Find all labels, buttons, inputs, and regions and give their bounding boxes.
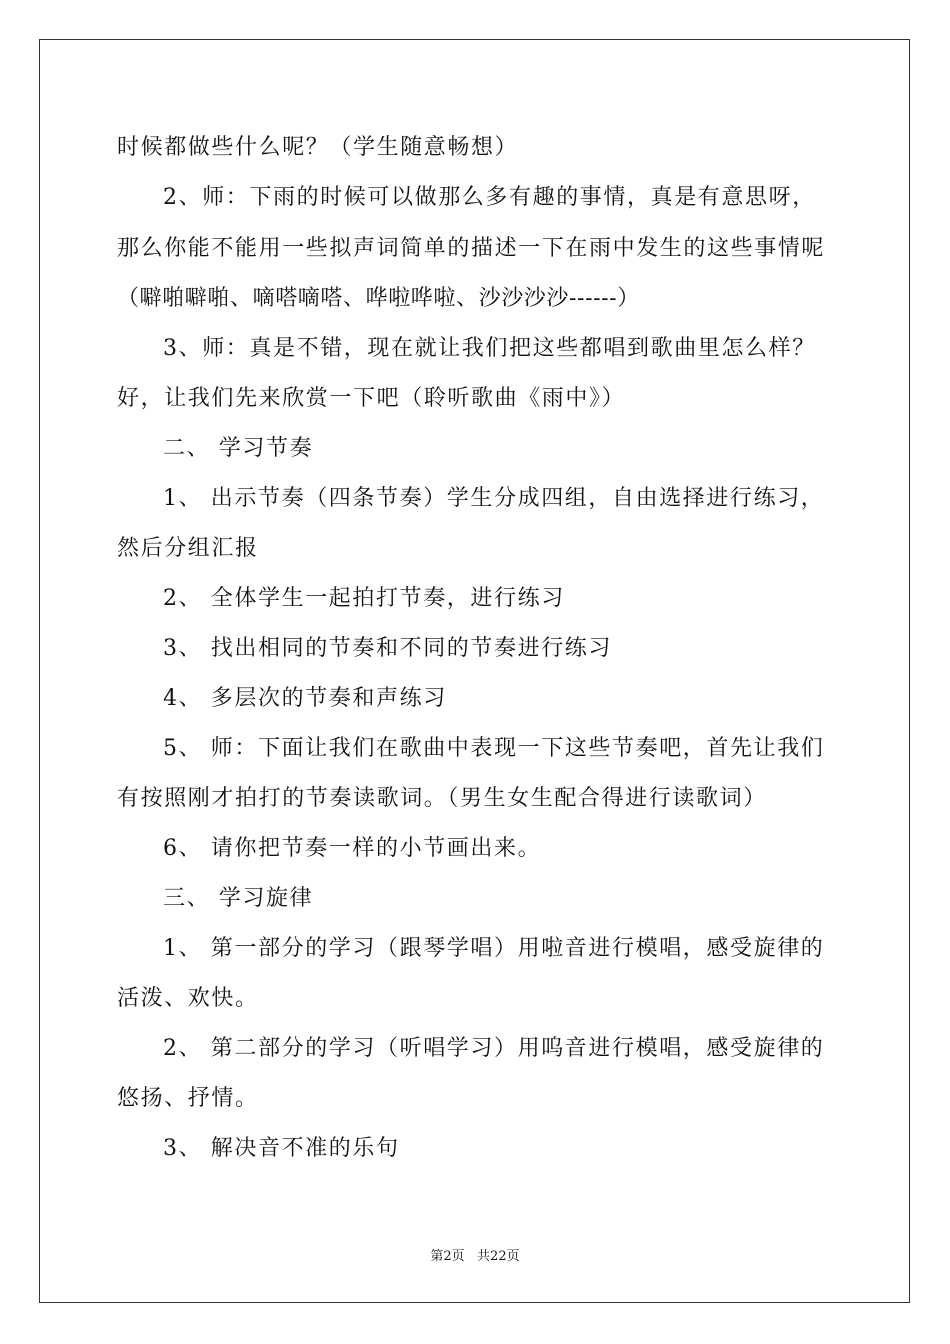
section-heading: 三、 学习旋律 [163,886,314,911]
text-line: 3、 解决音不准的乐句 [163,1136,400,1161]
text-line: 那么你能不能用一些拟声词简单的描述一下在雨中发生的这些事情呢 [117,236,826,261]
text-line: 3、 找出相同的节奏和不同的节奏进行练习 [163,636,612,661]
text-line: 1、 第一部分的学习（跟琴学唱）用啦音进行模唱，感受旋律的 [163,936,825,961]
text-line: 时候都做些什么呢？（学生随意畅想） [117,135,519,160]
text-line: 2、师：下雨的时候可以做那么多有趣的事情，真是有意思呀， [163,185,816,210]
text-line: 好，让我们先来欣赏一下吧（聆听歌曲《雨中》） [117,386,626,411]
text-line: 2、 第二部分的学习（听唱学习）用呜音进行模唱，感受旋律的 [163,1036,825,1061]
text-line: 活泼、欢快。 [117,986,259,1011]
text-line: 然后分组汇报 [117,536,259,561]
section-heading: 二、 学习节奏 [163,436,314,461]
text-line: 有按照刚才拍打的节奏读歌词。（男生女生配合得进行读歌词） [117,786,767,811]
text-line: 5、 师：下面让我们在歌曲中表现一下这些节奏吧，首先让我们 [163,736,825,761]
text-line: 4、 多层次的节奏和声练习 [163,686,447,711]
text-line: 6、 请你把节奏一样的小节画出来。 [163,836,542,861]
text-line: 2、 全体学生一起拍打节奏，进行练习 [163,586,565,611]
text-line: 悠扬、抒情。 [117,1086,259,1111]
text-line: （噼啪噼啪、嘀嗒嘀嗒、哗啦哗啦、沙沙沙沙------） [117,286,640,311]
page-footer: 第2页 共22页 [430,1249,520,1264]
text-line: 1、 出示节奏（四条节奏）学生分成四组，自由选择进行练习， [163,486,825,511]
text-line: 3、师：真是不错，现在就让我们把这些都唱到歌曲里怎么样？ [163,336,816,361]
